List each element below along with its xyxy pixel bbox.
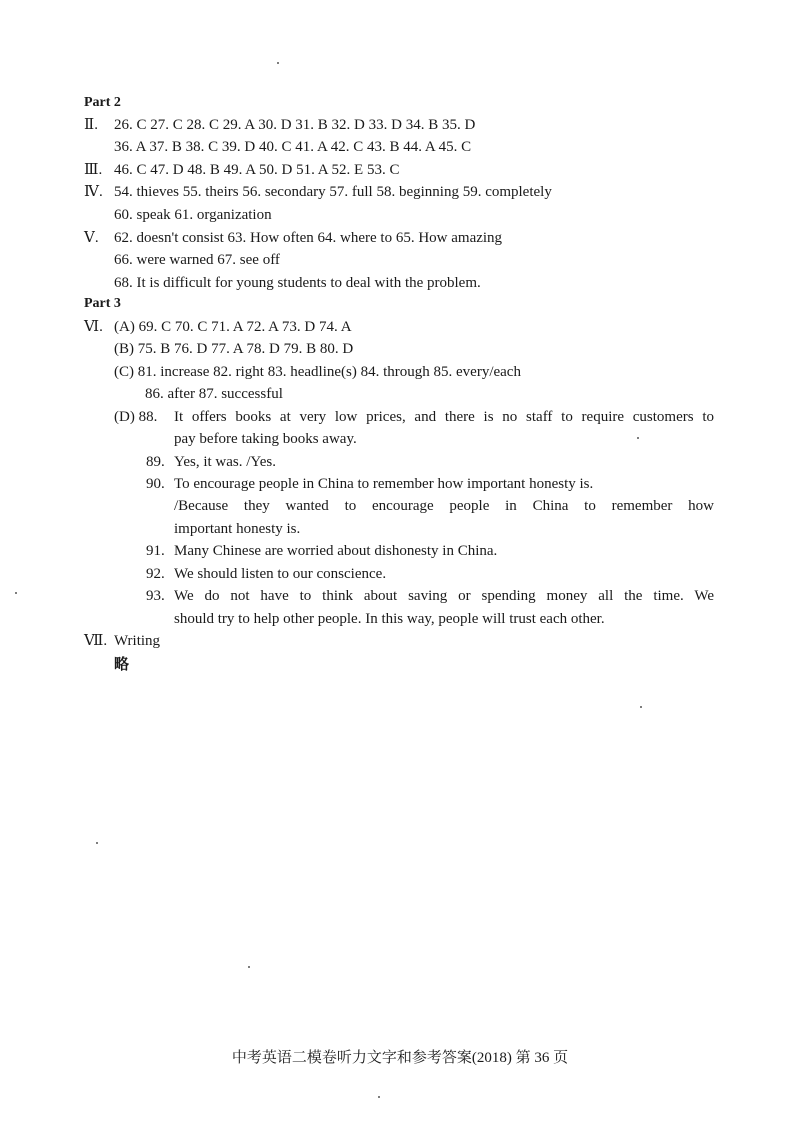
q90-number: 90. (146, 476, 165, 492)
section-4-roman: Ⅳ. (84, 184, 103, 200)
section-6-roman: Ⅵ. (84, 319, 103, 335)
section-2-line-2: 36. A 37. B 38. C 39. D 40. C 41. A 42. C 43. B 44. A 45. C (114, 139, 472, 155)
scan-speck (640, 706, 642, 708)
part3-title: Part 3 (84, 296, 121, 311)
q93-line-1: We do not have to think about saving or spending money all the time. We (174, 588, 714, 604)
scan-speck (15, 592, 17, 594)
section-2-line-1: 26. C 27. C 28. C 29. A 30. D 31. B 32. D 33. D 34. B 35. D (114, 117, 476, 133)
section-6-c-line-1: (C) 81. increase 82. right 83. headline(s) 84. through 85. every/each (114, 364, 521, 380)
part2-title: Part 2 (84, 95, 121, 110)
scan-speck (277, 62, 279, 64)
section-7-roman: Ⅶ. (84, 633, 108, 649)
q88-line-2: pay before taking books away. (174, 431, 357, 447)
section-6-b: (B) 75. B 76. D 77. A 78. D 79. B 80. D (114, 341, 354, 357)
scan-speck (378, 1096, 380, 1098)
scan-speck (637, 437, 639, 439)
q91-number: 91. (146, 543, 165, 559)
q92-answer: We should listen to our conscience. (174, 566, 387, 582)
q90-line-3: important honesty is. (174, 521, 301, 537)
q88-line-1: It offers books at very low prices, and there is no staff to require customers to (174, 409, 714, 425)
section-3-roman: Ⅲ. (84, 162, 103, 178)
section-2-roman: Ⅱ. (84, 117, 98, 133)
q90-line-2: /Because they wanted to encourage people in China to remember how (174, 498, 714, 514)
section-6-d-label: (D) 88. (114, 409, 158, 425)
page-footer: 中考英语二模卷听力文字和参考答案(2018) 第 36 页 (231, 1050, 569, 1066)
q92-number: 92. (146, 566, 165, 582)
scan-speck (96, 842, 98, 844)
scan-speck (248, 966, 250, 968)
q89-answer: Yes, it was. /Yes. (174, 454, 276, 470)
section-6-a: (A) 69. C 70. C 71. A 72. A 73. D 74. A (114, 319, 352, 335)
section-4-line-2: 60. speak 61. organization (114, 207, 272, 223)
section-6-c-line-2: 86. after 87. successful (145, 386, 283, 402)
q91-answer: Many Chinese are worried about dishonesty in China. (174, 543, 498, 559)
section-5-roman: Ⅴ. (84, 230, 99, 246)
q90-line-1: To encourage people in China to remember how important honesty is. (174, 476, 594, 492)
section-5-line-3: 68. It is difficult for young students to deal with the problem. (114, 275, 481, 291)
q93-line-2: should try to help other people. In this way, people will trust each other. (174, 611, 605, 627)
section-4-line-1: 54. thieves 55. theirs 56. secondary 57. full 58. beginning 59. completely (114, 184, 552, 200)
section-3-line-1: 46. C 47. D 48. B 49. A 50. D 51. A 52. E 53. C (114, 162, 400, 178)
writing-answer: 略 (114, 655, 130, 673)
q89-number: 89. (146, 454, 165, 470)
section-5-line-1: 62. doesn't consist 63. How often 64. where to 65. How amazing (114, 230, 503, 246)
q93-number: 93. (146, 588, 165, 604)
section-5-line-2: 66. were warned 67. see off (114, 252, 280, 268)
section-7-label: Writing (114, 633, 161, 649)
